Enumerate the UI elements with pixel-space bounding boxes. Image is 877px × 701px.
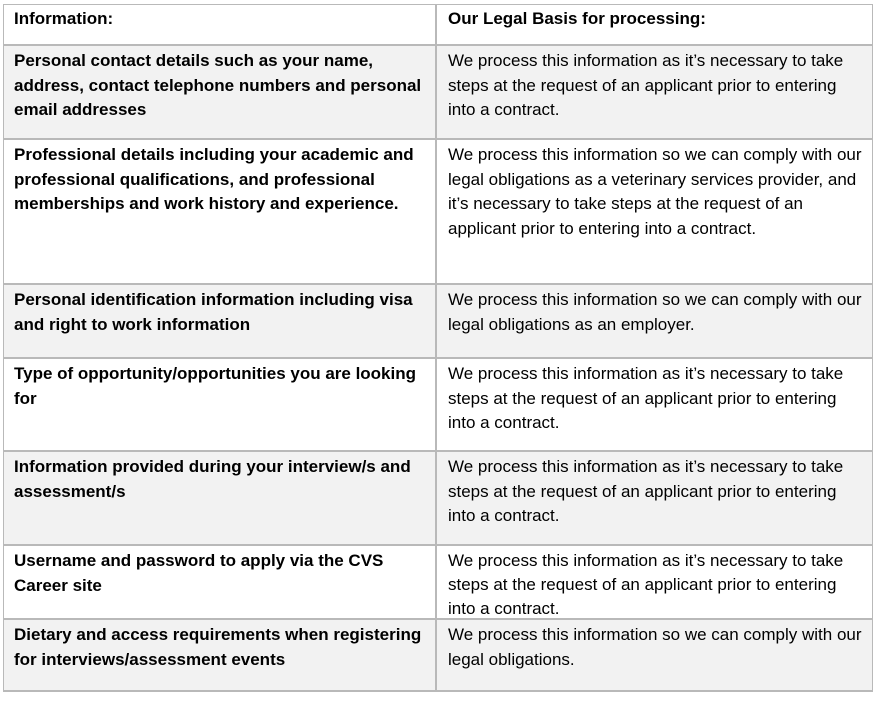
table-row	[4, 140, 873, 285]
legal-basis-cell: We process this information as it’s necessary to take steps at the request of an applicant prior to entering into a contract.	[437, 46, 873, 138]
table-header-row	[4, 5, 873, 46]
header-legal-basis: Our Legal Basis for processing:	[437, 5, 873, 44]
table-row	[4, 285, 873, 359]
table-row	[4, 46, 873, 140]
legal-basis-cell: We process this information so we can comply with our legal obligations as an employer.	[437, 285, 873, 357]
information-cell: Professional details including your academic and professional qualifications, and professional memberships and work history and experience.	[4, 140, 437, 283]
legal-basis-cell: We process this information as it’s necessary to take steps at the request of an applicant prior to entering into a contract.	[437, 359, 873, 450]
table-row	[4, 452, 873, 546]
table-row	[4, 546, 873, 620]
table-row	[4, 359, 873, 452]
information-cell: Username and password to apply via the CVS Career site	[4, 546, 437, 618]
table-row	[4, 620, 873, 692]
information-cell: Personal contact details such as your name, address, contact telephone numbers and personal email addresses	[4, 46, 437, 138]
legal-basis-table	[3, 4, 873, 692]
information-cell: Information provided during your interview/s and assessment/s	[4, 452, 437, 544]
legal-basis-cell: We process this information so we can comply with our legal obligations as a veterinary services provider, and it’s necessary to take steps at the request of an applicant prior to entering into a contract.	[437, 140, 873, 283]
information-cell: Personal identification information including visa and right to work information	[4, 285, 437, 357]
information-cell: Dietary and access requirements when registering for interviews/assessment events	[4, 620, 437, 690]
legal-basis-cell: We process this information as it’s necessary to take steps at the request of an applicant prior to entering into a contract.	[437, 452, 873, 544]
legal-basis-cell: We process this information as it’s necessary to take steps at the request of an applicant prior to entering into a contract.	[437, 546, 873, 618]
information-cell: Type of opportunity/opportunities you are looking for	[4, 359, 437, 450]
legal-basis-cell: We process this information so we can comply with our legal obligations.	[437, 620, 873, 690]
header-information: Information:	[4, 5, 437, 44]
